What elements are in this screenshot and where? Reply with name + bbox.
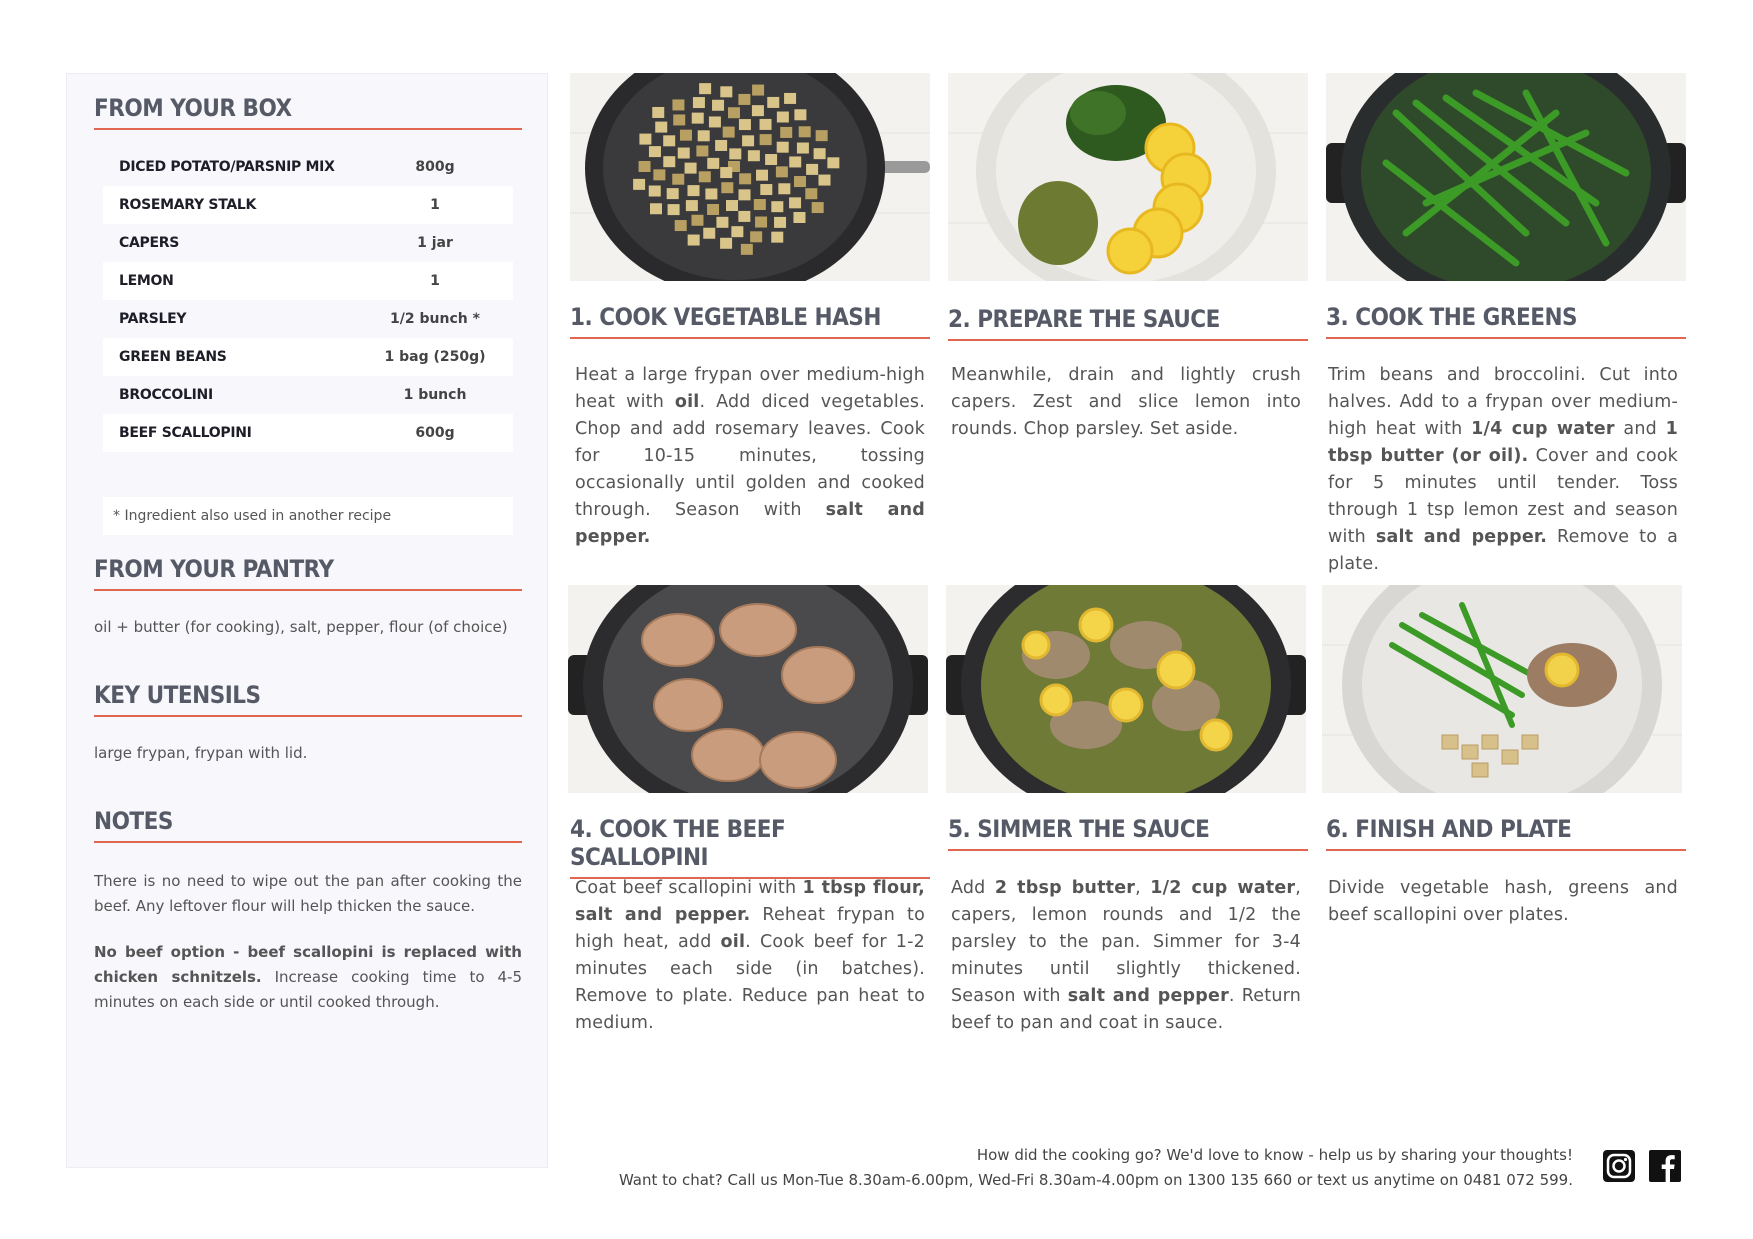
step-text-bold: 1 tbsp flour, salt and pepper. <box>575 878 925 925</box>
note-2-rest: Increase cooking time to 4-5 minutes on each side or until cooked through. <box>94 968 522 1011</box>
step-5-photo <box>946 585 1306 793</box>
ingredient-row <box>103 414 513 452</box>
ingredient-name: ROSEMARY STALK <box>119 197 257 213</box>
instagram-icon[interactable] <box>1601 1148 1637 1184</box>
step-text-run: Divide vegetable hash, greens and beef scallopini over plates. <box>1328 878 1678 925</box>
step-text-bold: 2 tbsp butter <box>994 878 1136 898</box>
step-text-bold: 1/4 cup water <box>1471 419 1615 439</box>
ingredient-row <box>103 262 513 300</box>
step-text-run: , capers, lemon rounds and 1/2 the parsley to the pan. Simmer for 3-4 minutes until slightly thickened. Season with <box>951 878 1302 1006</box>
utensils-text: large frypan, frypan with lid. <box>94 744 308 762</box>
step-3-text <box>1328 362 1678 578</box>
step-text-bold: salt and pepper <box>1067 986 1229 1006</box>
step-1-title: 1. COOK VEGETABLE HASH <box>570 303 930 339</box>
ingredient-qty: 1/2 bunch * <box>390 311 480 327</box>
step-2-title: 2. PREPARE THE SAUCE <box>948 305 1308 341</box>
step-6-title: 6. FINISH AND PLATE <box>1326 815 1686 851</box>
step-text-bold: oil <box>674 392 700 412</box>
step-5-title: 5. SIMMER THE SAUCE <box>948 815 1308 851</box>
ingredient-qty: 1 <box>430 197 440 213</box>
ingredient-qty: 600g <box>415 425 455 441</box>
step-4-photo <box>568 585 928 793</box>
feedback-text: How did the cooking go? We'd love to know - help us by sharing your thoughts! <box>976 1146 1573 1164</box>
step-text-bold: salt and pepper. <box>1375 527 1548 547</box>
pantry-text: oil + butter (for cooking), salt, pepper, flour (of choice) <box>94 618 508 636</box>
ingredient-qty: 1 <box>430 273 440 289</box>
ingredient-name: GREEN BEANS <box>119 349 227 365</box>
step-2-photo <box>948 73 1308 281</box>
facebook-icon[interactable] <box>1647 1148 1683 1184</box>
from-your-pantry-heading: FROM YOUR PANTRY <box>94 555 522 591</box>
step-1-photo <box>570 73 930 281</box>
step-4-text <box>575 875 925 1037</box>
step-text-bold: salt and pepper. <box>575 500 925 547</box>
ingredient-row <box>103 338 513 376</box>
step-text-run: . Add diced vegetables. Chop and add rosemary leaves. Cook for 10-15 minutes, tossing occasionally until golden and cooked through. Season with <box>575 392 925 520</box>
ingredient-name: BEEF SCALLOPINI <box>119 425 252 441</box>
step-text-bold: 1/2 cup water <box>1150 878 1296 898</box>
step-text-run: Trim beans and broccolini. Cut into halves. Add to a frypan over medium-high heat with <box>1328 365 1678 439</box>
step-text-run: Reheat frypan to high heat, add <box>575 905 925 952</box>
step-2-text <box>951 362 1301 443</box>
ingredient-row <box>103 186 513 224</box>
step-text-bold: oil <box>720 932 746 952</box>
ingredient-name: BROCCOLINI <box>119 387 213 403</box>
step-6-photo <box>1322 585 1682 793</box>
step-text-run: Coat beef scallopini with <box>575 878 803 898</box>
step-text-run: , <box>1135 878 1151 898</box>
step-6-text <box>1328 875 1678 929</box>
ingredient-qty: 800g <box>415 159 455 175</box>
note-2-bold: No beef option - beef scallopini is replaced with chicken schnitzels. <box>94 943 522 986</box>
notes-heading: NOTES <box>94 807 522 843</box>
step-5-text <box>951 875 1301 1037</box>
step-text-run: Add <box>951 878 995 898</box>
ingredient-row <box>103 376 513 414</box>
ingredient-row <box>103 300 513 338</box>
step-text-run: . Cook beef for 1-2 minutes each side (in batches). Remove to plate. Reduce pan heat to medium. <box>575 932 925 1033</box>
note-2 <box>94 940 522 1015</box>
step-text-run: and <box>1614 419 1666 439</box>
key-utensils-heading: KEY UTENSILS <box>94 681 522 717</box>
step-text-bold: 1 tbsp butter (or oil). <box>1328 419 1678 466</box>
step-1-text <box>575 362 925 551</box>
contact-text: Want to chat? Call us Mon-Tue 8.30am-6.00pm, Wed-Fri 8.30am-4.00pm on 1300 135 660 or text us anytime on 0481 072 599. <box>618 1171 1573 1189</box>
ingredient-name: PARSLEY <box>119 311 187 327</box>
ingredients-panel <box>66 73 548 1168</box>
note-1: There is no need to wipe out the pan after cooking the beef. Any leftover flour will help thicken the sauce. <box>94 872 522 915</box>
ingredient-qty: 1 bag (250g) <box>384 349 486 365</box>
step-3-title: 3. COOK THE GREENS <box>1326 303 1686 339</box>
ingredient-name: CAPERS <box>119 235 179 251</box>
step-text-run: Remove to a plate. <box>1328 527 1678 574</box>
step-text-run: Meanwhile, drain and lightly crush capers. Zest and slice lemon into rounds. Chop parsley. Set aside. <box>951 365 1301 439</box>
from-your-box-heading: FROM YOUR BOX <box>94 94 522 130</box>
ingredient-table <box>103 148 513 452</box>
ingredient-footnote: * Ingredient also used in another recipe <box>103 497 513 535</box>
step-text-run: Cover and cook for 5 minutes until tender. Toss through 1 tsp lemon zest and season with <box>1328 446 1678 547</box>
step-4-title: 4. COOK THE BEEF SCALLOPINI <box>570 815 930 879</box>
ingredient-qty: 1 jar <box>417 235 453 251</box>
step-text-run: . Return beef to pan and coat in sauce. <box>951 986 1302 1033</box>
step-3-photo <box>1326 73 1686 281</box>
ingredient-qty: 1 bunch <box>403 387 467 403</box>
ingredient-row <box>103 148 513 186</box>
ingredient-name: LEMON <box>119 273 174 289</box>
ingredient-name: DICED POTATO/PARSNIP MIX <box>119 159 335 175</box>
step-text-run: Heat a large frypan over medium-high heat with <box>575 365 925 412</box>
ingredient-row <box>103 224 513 262</box>
